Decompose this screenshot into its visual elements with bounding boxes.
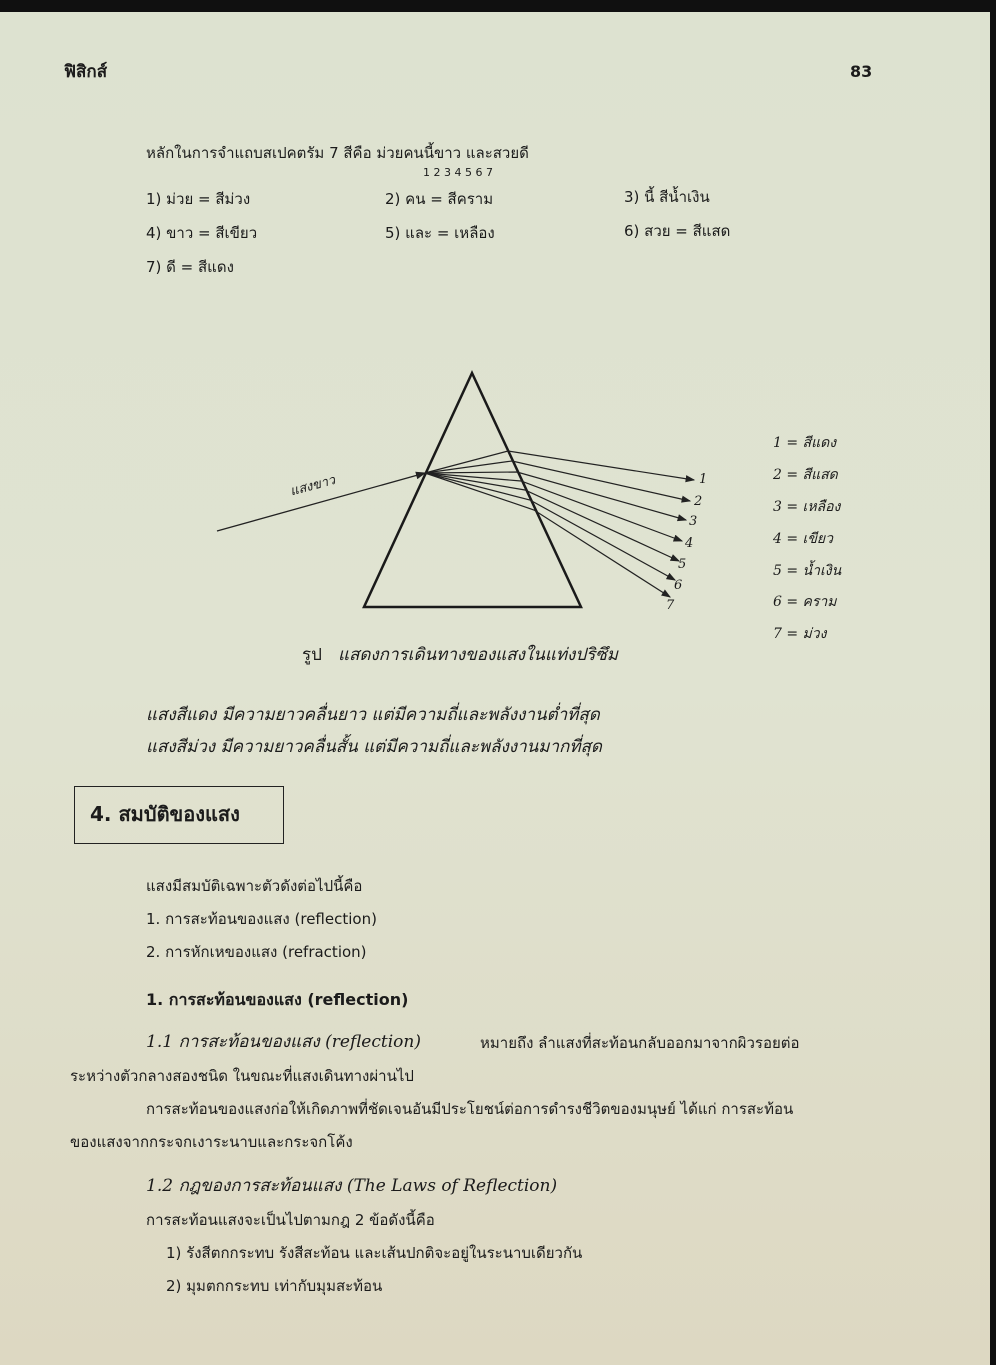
property-item: 1. การสะท้อนของแสง (reflection) — [146, 910, 377, 928]
p12-line2: ของแสงจากกระจกเงาระนาบและกระจกโค้ง — [70, 1133, 353, 1151]
laws-intro: การสะท้อนแสงจะเป็นไปตามกฎ 2 ข้อดังนี้คือ — [146, 1211, 435, 1229]
ray-label: 7 — [666, 598, 675, 613]
legend-item: 3 = เหลือง — [773, 499, 841, 515]
prism — [364, 373, 581, 607]
incident-label: แสงขาว — [288, 472, 337, 500]
legend-item: 1 = สีแดง — [773, 435, 837, 451]
mnemonic-item: 5) และ = เหลือง — [385, 224, 495, 242]
p11-line1: หมายถึง ลำแสงที่สะท้อนกลับออกมาจากผิวรอยต่อ — [480, 1034, 800, 1052]
ray-label: 4 — [685, 536, 694, 551]
running-title: ฟิสิกส์ — [64, 62, 108, 82]
legend-item: 5 = น้ำเงิน — [773, 563, 842, 579]
ray-label: 6 — [674, 578, 683, 593]
p11-line2: ระหว่างตัวกลางสองชนิด ในขณะที่แสงเดินทางผ่านไป — [70, 1067, 414, 1085]
law-item: 1) รังสีตกกระทบ รังสีสะท้อน และเส้นปกติจะอยู่ในระนาบเดียวกัน — [166, 1244, 583, 1262]
p12-line1: การสะท้อนของแสงก่อให้เกิดภาพที่ชัดเจนอันมีประโยชน์ต่อการดำรงชีวิตของมนุษย์ ได้แก่ การสะท้อน — [146, 1100, 794, 1118]
mnemonic-item: 1) ม่วย = สีม่วง — [146, 190, 251, 208]
note: แสงสีแดง มีความยาวคลื่นยาว แต่มีความถี่และพลังงานต่ำที่สุด — [146, 705, 600, 725]
mnemonic-item: 6) สวย = สีแสด — [624, 222, 731, 240]
note: แสงสีม่วง มีความยาวคลื่นสั้น แต่มีความถี่และพลังงานมากที่สุด — [146, 737, 602, 757]
section-intro: แสงมีสมบัติเฉพาะตัวดังต่อไปนี้คือ — [146, 877, 363, 895]
laws-title: 1.2 กฎของการสะท้อนแสง (The Laws of Reflection) — [146, 1176, 558, 1196]
ray-label: 1 — [699, 472, 708, 487]
mnemonic-item: 2) คน = สีคราม — [385, 190, 494, 208]
page-number: 83 — [850, 62, 873, 81]
legend-item: 4 = เขียว — [773, 531, 833, 547]
section-title: 4. สมบัติของแสง — [90, 802, 240, 826]
ray-label: 5 — [678, 557, 687, 572]
mnemonic-item: 3) นี้ สีน้ำเงิน — [624, 188, 710, 206]
mnemonic-item: 4) ขาว = สีเขียว — [146, 224, 258, 242]
ray-label: 3 — [689, 514, 698, 529]
caption-prefix: รูป — [302, 645, 322, 665]
p11-title: 1.1 การสะท้อนของแสง (reflection) — [146, 1032, 421, 1052]
law-item: 2) มุมตกกระทบ เท่ากับมุมสะท้อน — [166, 1277, 383, 1295]
figure-caption: แสดงการเดินทางของแสงในแท่งปริซึม — [338, 645, 618, 665]
mnemonic-intro: หลักในการจำแถบสเปคตรัม 7 สีคือ ม่วยคนนี้ขาว และสวยดี — [146, 144, 529, 162]
subheading: 1. การสะท้อนของแสง (reflection) — [146, 990, 409, 1009]
ray-1 — [425, 451, 694, 480]
property-item: 2. การหักเหของแสง (refraction) — [146, 943, 367, 961]
legend-item: 7 = ม่วง — [773, 626, 827, 642]
legend-item: 6 = คราม — [773, 594, 837, 610]
mnemonic-numbers: 1 2 3 4 5 6 7 — [423, 166, 493, 179]
ray-label: 2 — [694, 494, 703, 509]
mnemonic-item: 7) ดี = สีแดง — [146, 258, 234, 276]
legend-item: 2 = สีแสด — [773, 467, 838, 483]
